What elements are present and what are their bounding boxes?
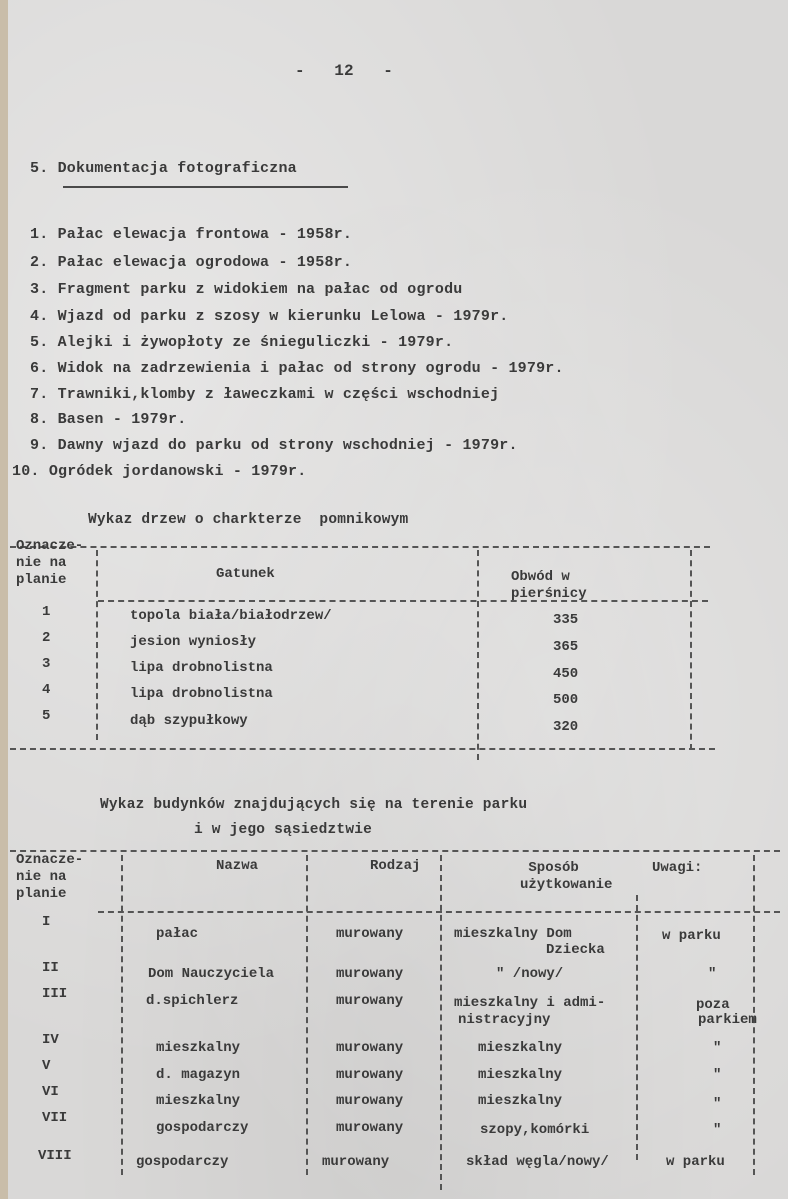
table-rule xyxy=(306,855,308,1175)
page-edge xyxy=(0,0,8,1199)
header-mark: Oznacze- nie na planie xyxy=(16,538,84,588)
list-item: 9. Dawny wjazd do parku od strony wschodniej - 1979r. xyxy=(30,437,518,454)
section-heading xyxy=(30,160,297,177)
table-rule xyxy=(98,600,708,602)
list-item: 8. Basen - 1979r. xyxy=(30,411,187,428)
header-use: Sposób użytkowanie xyxy=(520,860,613,893)
table-rule xyxy=(440,855,442,1190)
table-rule xyxy=(690,550,692,750)
list-item: 5. Alejki i żywopłoty ze śnieguliczki - 1979r. xyxy=(30,334,454,351)
header-mark: Oznacze- nie na planie xyxy=(16,852,84,902)
header-species: Gatunek xyxy=(216,566,275,582)
list-item: 7. Trawniki,klomby z ławeczkami w części wschodniej xyxy=(30,386,500,403)
header-name: Nazwa xyxy=(216,858,259,874)
header-girth: Obwód w pierśnicy xyxy=(511,569,587,602)
table-rule xyxy=(636,895,638,1160)
list-item: 4. Wjazd od parku z szosy w kierunku Lelowa - 1979r. xyxy=(30,308,509,325)
list-item: 2. Pałac elewacja ogrodowa - 1958r. xyxy=(30,254,353,271)
section-number: 5. xyxy=(30,160,49,177)
typewritten-page: - 12 - 5. Dokumentacja fotograficzna 1. Pałac elewacja frontowa - 1958r. 2. Pałac elewacja ogrodowa - 1958r. 3. Fragment parku z widokiem na pałac od ogrodu 4. Wjazd od parku z szosy w kierunku Lelowa - 1979r. 5. Alejki i żywopłoty ze śnieguliczki - 1979r. 6. Widok na zadrzewienia i pałac od strony ogrodu - 1979r. 7. Trawniki,klomby z ławeczkami w części wschodniej 8. Basen - 1979r. 9. Dawny wjazd do parku od strony wschodniej - 1979r. 10. Ogródek jordanowski - 1979r. Wykaz drzew o charkterze pomnikowym Oznacze- nie na planie Gatunek Obwód w pierśnicy 1 topola biała/białodrzew/ 335 2 jesion wyniosły 365 3 lipa drobnolistna 450 4 lipa drobnolistna 500 5 dąb szypułkowy 320 Wykaz budynków znajdujących się na terenie parku i w jego sąsiedztwie Oznacze- nie na planie Nazwa Rodzaj Sposób użytkowanie Uwagi: I pałac murowany mieszkalny Dom Dziecka w parku II Dom Nauczyciela murowany " /nowy/ " III d.spichlerz murowany mieszkalny i admi- nistracyjny poza parkiem IV mieszkalny murowany mieszkalny " V d. magazyn murowany mieszkalny " VI mieszkalny murowany mieszkalny " VII gospodarczy murowany szopy,komórki " VIII gospodarczy murowany skład węgla/nowy/ w parku xyxy=(8,0,788,1199)
list-item: 6. Widok na zadrzewienia i pałac od strony ogrodu - 1979r. xyxy=(30,360,564,377)
page-number: - 12 - xyxy=(295,62,394,80)
header-type: Rodzaj xyxy=(370,858,421,874)
table-rule xyxy=(477,550,479,760)
trees-table-caption: Wykaz drzew o charkterze pomnikowym xyxy=(88,512,409,528)
table-rule xyxy=(121,855,123,1175)
table-rule xyxy=(96,550,98,740)
table-rule xyxy=(10,850,780,852)
buildings-table-caption-line1: Wykaz budynków znajdujących się na terenie parku xyxy=(100,797,528,813)
section-title: Dokumentacja fotograficzna xyxy=(57,160,297,177)
header-notes: Uwagi: xyxy=(652,860,703,876)
list-item: 3. Fragment parku z widokiem na pałac od ogrodu xyxy=(30,281,463,298)
list-item: 1. Pałac elewacja frontowa - 1958r. xyxy=(30,226,353,243)
buildings-table-caption-line2: i w jego sąsiedztwie xyxy=(194,822,373,838)
list-item: 10. Ogródek jordanowski - 1979r. xyxy=(12,463,307,480)
table-rule xyxy=(10,748,715,750)
table-rule xyxy=(10,546,710,548)
heading-underline xyxy=(63,186,348,188)
table-rule xyxy=(98,911,780,913)
